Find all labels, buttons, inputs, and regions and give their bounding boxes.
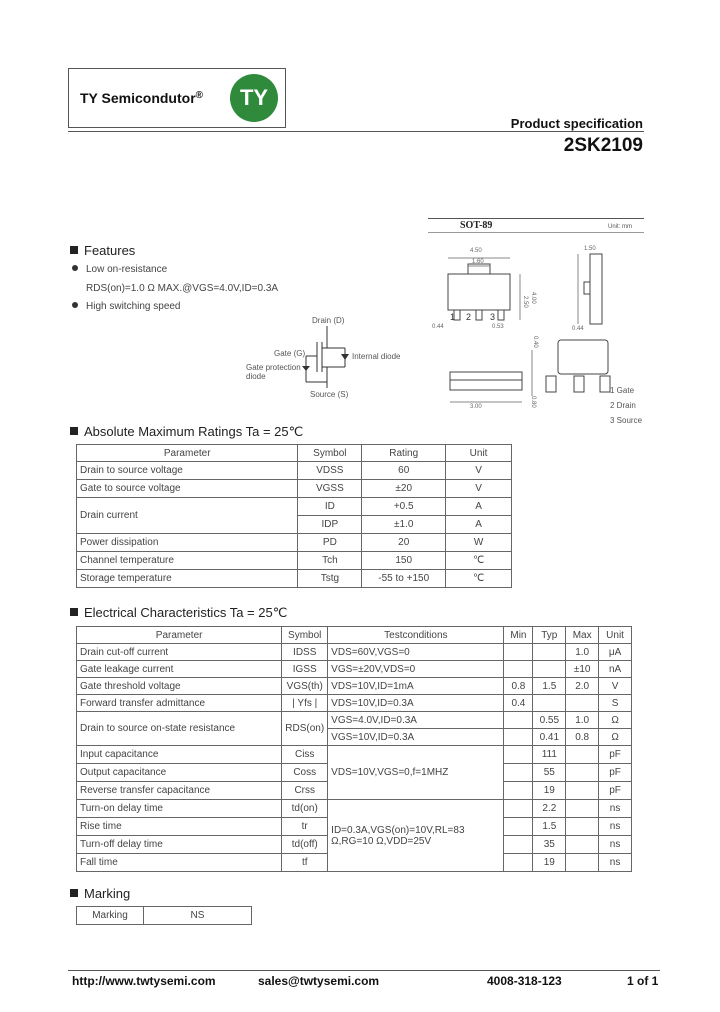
table-row: Drain current ID +0.5 A <box>77 498 512 516</box>
pin-legend-drain: 2 Drain <box>610 401 636 410</box>
pin-3-label: 3 <box>490 312 496 322</box>
footer-page-number: 1 of 1 <box>627 974 659 988</box>
footer-divider <box>68 970 660 971</box>
gate-protection-label: Gate protection <box>246 363 301 372</box>
table-row: IDP ±1.0 A <box>77 516 512 534</box>
pin-1-label: 1 <box>450 312 456 322</box>
dim-1-50: 1.50 <box>584 246 596 252</box>
package-name: SOT-89 <box>460 220 493 231</box>
table-row: Gate leakage current IGSS VGS=±20V,VDS=0 ±10 nA <box>77 661 632 678</box>
part-number: 2SK2109 <box>563 135 643 156</box>
abs-max-heading: Absolute Maximum Ratings Ta = 25℃ <box>70 424 303 440</box>
table-row: Output capacitance Coss 55 pF <box>77 764 632 782</box>
feature-high-switching: High switching speed <box>72 301 181 312</box>
dim-3-00: 3.00 <box>470 404 482 410</box>
footer-website-link[interactable]: http://www.twtysemi.com <box>72 974 216 988</box>
package-sub-rule <box>428 232 644 233</box>
registered-mark: ® <box>195 90 204 101</box>
features-heading: Features <box>70 243 135 258</box>
table-header-row: Parameter Symbol Rating Unit <box>77 445 512 462</box>
table-row: Drain cut-off current IDSS VDS=60V,VGS=0 1.0 μA <box>77 644 632 661</box>
gate-label: Gate (G) <box>274 349 306 358</box>
feature-rds-spec: RDS(on)=1.0 Ω MAX.@VGS=4.0V,ID=0.3A <box>86 283 279 294</box>
table-row: Power dissipation PD 20 W <box>77 534 512 552</box>
marking-heading: Marking <box>70 886 130 901</box>
diode-label: diode <box>246 372 266 381</box>
feature-low-on-resistance: Low on-resistance <box>72 264 167 275</box>
table-row: Reverse transfer capacitance Crss 19 pF <box>77 782 632 800</box>
table-row: Drain to source voltage VDSS 60 V <box>77 462 512 480</box>
internal-diode-label: Internal diode <box>352 352 401 361</box>
product-specification: Product specification <box>510 116 643 131</box>
marking-table <box>76 906 252 925</box>
unit-label: Unit: mm <box>608 224 632 230</box>
table-row: Rise time tr 1.5 ns <box>77 818 632 836</box>
ty-logo: TY <box>230 74 278 122</box>
table-row: Storage temperature Tstg -55 to +150 ℃ <box>77 570 512 588</box>
dim-0-53: 0.53 <box>492 324 504 330</box>
zener-diode-icon <box>302 366 310 371</box>
dim-4-00: 4.00 <box>530 292 536 304</box>
company-name: TY Semicondutor® <box>80 90 204 106</box>
pin-legend-gate: 1 Gate <box>610 386 635 395</box>
table-row: Forward transfer admittance | Yfs | VDS=10V,ID=0.3A 0.4 S <box>77 695 632 712</box>
table-row: VGS=10V,ID=0.3A 0.41 0.8 Ω <box>77 729 632 746</box>
footer-email-link[interactable]: sales@twtysemi.com <box>258 974 380 988</box>
table-header-row: Parameter Symbol Testconditions Min Typ Max Unit <box>77 627 632 644</box>
elec-heading: Electrical Characteristics Ta = 25℃ <box>70 605 287 621</box>
table-row: Fall time tf 19 ns <box>77 854 632 872</box>
dim-0-40: 0.40 <box>532 336 538 348</box>
package-top-rule <box>428 218 644 219</box>
internal-diode-icon <box>341 354 349 360</box>
dim-1-60: 1.60 <box>472 259 484 265</box>
table-row: Turn-off delay time td(off) 35 ns <box>77 836 632 854</box>
table-row: Gate threshold voltage VGS(th) VDS=10V,ID=1mA 0.8 1.5 2.0 V <box>77 678 632 695</box>
dim-2-50: 2.50 <box>522 296 528 308</box>
dim-0-80: 0.80 <box>530 396 536 408</box>
table-row: Channel temperature Tch 150 ℃ <box>77 552 512 570</box>
mosfet-circuit-diagram <box>240 312 410 404</box>
dim-4-50: 4.50 <box>470 248 482 254</box>
abs-max-table <box>76 444 512 588</box>
header-divider <box>68 131 644 132</box>
elec-table <box>76 626 632 872</box>
drain-label: Drain (D) <box>312 316 345 325</box>
source-label: Source (S) <box>310 390 349 399</box>
pin-legend-source: 3 Source <box>610 416 643 425</box>
table-row: Drain to source on-state resistance RDS(on) VGS=4.0V,ID=0.3A 0.55 1.0 Ω <box>77 712 632 729</box>
dim-0-44b: 0.44 <box>572 326 584 332</box>
dim-0-44: 0.44 <box>432 324 444 330</box>
table-row: Turn-on delay time td(on) ID=0.3A,VGS(on)=10V,RL=83 Ω,RG=10 Ω,VDD=25V 2.2 ns <box>77 800 632 818</box>
table-row: Input capacitance Ciss VDS=10V,VGS=0,f=1MHZ 111 pF <box>77 746 632 764</box>
table-row: Gate to source voltage VGSS ±20 V <box>77 480 512 498</box>
footer-phone: 4008-318-123 <box>487 974 562 988</box>
pin-2-label: 2 <box>466 312 472 322</box>
table-row: Marking NS <box>77 907 252 925</box>
